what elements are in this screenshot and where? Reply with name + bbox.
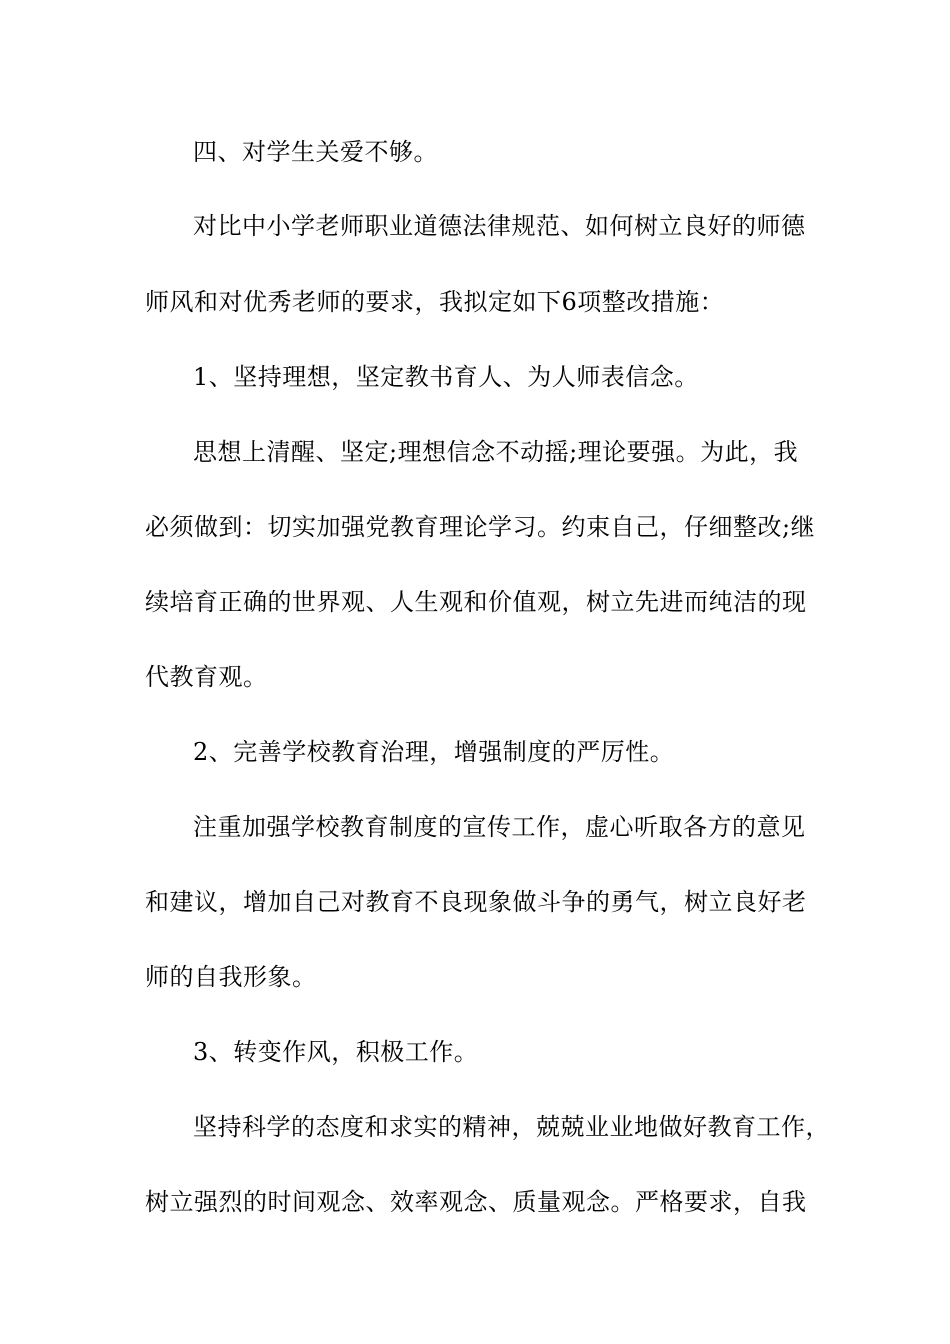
paragraph-line: 师风和对优秀老师的要求，我拟定如下6项整改措施：	[145, 288, 725, 316]
measure-heading-3: 3、转变作风，积极工作。	[193, 1038, 479, 1066]
paragraph-line: 树立强烈的时间观念、效率观念、质量观念。严格要求，自我	[145, 1188, 807, 1216]
paragraph-line: 师的自我形象。	[145, 963, 317, 991]
paragraph-line: 代教育观。	[145, 663, 268, 691]
paragraph-line: 和建议，增加自己对教育不良现象做斗争的勇气，树立良好老	[145, 888, 807, 916]
measure-heading-1: 1、坚持理想，坚定教书育人、为人师表信念。	[193, 363, 699, 391]
paragraph-line: 注重加强学校教育制度的宣传工作，虚心听取各方的意见	[193, 813, 806, 841]
paragraph-line: 坚持科学的态度和求实的精神，兢兢业业地做好教育工作，	[193, 1113, 830, 1141]
heading-four: 四、对学生关爱不够。	[193, 138, 438, 166]
paragraph-line: 必须做到：切实加强党教育理论学习。约束自己，仔细整改;继	[145, 513, 816, 541]
paragraph-line: 续培育正确的世界观、人生观和价值观，树立先进而纯洁的现	[145, 588, 807, 616]
paragraph-line: 思想上清醒、坚定;理想信念不动摇;理论要强。为此，我	[193, 438, 799, 466]
paragraph-line: 对比中小学老师职业道德法律规范、如何树立良好的师德	[193, 212, 806, 240]
measure-heading-2: 2、完善学校教育治理，增强制度的严厉性。	[193, 738, 675, 766]
